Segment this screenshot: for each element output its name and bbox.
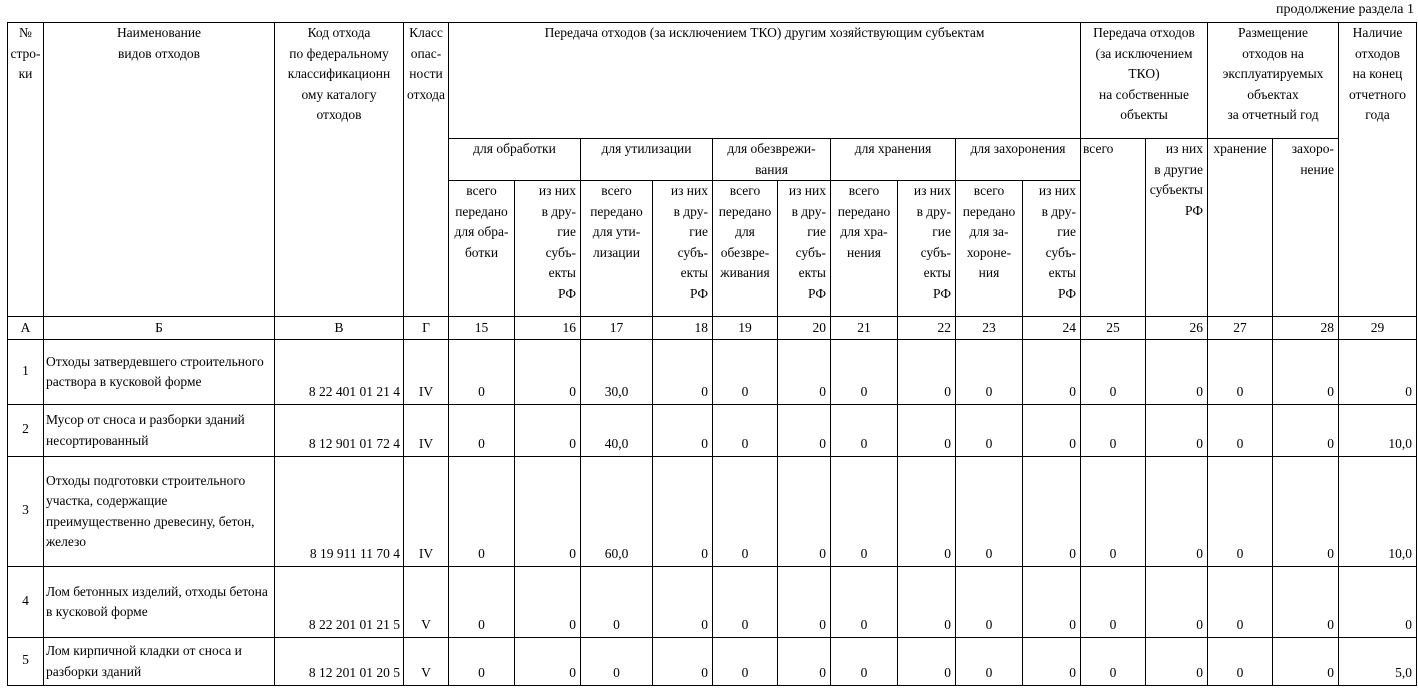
column-index: 26 (1146, 317, 1208, 340)
row-number: 1 (8, 340, 44, 405)
value-cell: 0 (956, 457, 1023, 567)
header-transfer-own: Передача отходов (за исключением ТКО) на собственные объекты (1081, 23, 1208, 139)
value-cell: 0 (1146, 405, 1208, 457)
value-cell: 0 (1081, 638, 1146, 686)
header-hazard-class: Класс опас- ности отхода (404, 23, 449, 317)
value-cell: 0 (653, 457, 713, 567)
value-cell: 0 (1208, 405, 1273, 457)
value-cell: 0 (1273, 405, 1339, 457)
value-cell: 0 (653, 638, 713, 686)
header-row-number: № стро- ки (8, 23, 44, 317)
header-placement: Размещение отходов на эксплуатируемых объектах за отчетный год (1208, 23, 1339, 139)
table-row (8, 340, 1417, 405)
header-group-burial: для захоронения (956, 139, 1081, 181)
waste-code: 8 12 901 01 72 4 (275, 405, 404, 457)
value-cell: 0 (713, 340, 778, 405)
value-cell: 0 (956, 405, 1023, 457)
value-cell: 0 (1146, 638, 1208, 686)
row-number: 5 (8, 638, 44, 686)
header-group-utilization: для утилизации (581, 139, 713, 181)
value-cell: 0 (778, 638, 831, 686)
value-cell: 0 (653, 340, 713, 405)
header-group-processing: для обработки (449, 139, 581, 181)
value-cell: 0 (778, 340, 831, 405)
waste-name: Лом бетонных изделий, отходы бетона в кусковой форме (44, 567, 275, 638)
header-own-total: всего (1081, 139, 1146, 317)
value-cell: 0 (449, 340, 515, 405)
header-sub-other-regions: из них в дру- гие субъ- екты РФ (515, 181, 581, 317)
value-cell: 0 (831, 567, 898, 638)
value-cell: 0 (831, 457, 898, 567)
value-cell: 0 (713, 405, 778, 457)
header-group-storage: для хранения (831, 139, 956, 181)
value-cell: 0 (1273, 567, 1339, 638)
row-number: 2 (8, 405, 44, 457)
value-cell: 0 (898, 567, 956, 638)
value-cell: 0 (778, 457, 831, 567)
column-index: Б (44, 317, 275, 340)
hazard-class: V (404, 638, 449, 686)
value-cell: 0 (581, 567, 653, 638)
value-cell: 0 (778, 405, 831, 457)
waste-name: Мусор от сноса и разборки зданий несортированный (44, 405, 275, 457)
table-row (8, 405, 1417, 457)
waste-name: Отходы затвердевшего строительного раствора в кусковой форме (44, 340, 275, 405)
value-cell: 0 (653, 567, 713, 638)
column-index: В (275, 317, 404, 340)
value-cell: 0 (831, 638, 898, 686)
value-cell: 0 (1339, 567, 1417, 638)
header-placement-burial: захоро- нение (1273, 139, 1339, 317)
column-index: 22 (898, 317, 956, 340)
column-index: 16 (515, 317, 581, 340)
value-cell: 10,0 (1339, 405, 1417, 457)
waste-code: 8 22 201 01 21 5 (275, 567, 404, 638)
value-cell: 0 (449, 405, 515, 457)
value-cell: 5,0 (1339, 638, 1417, 686)
header-waste-code: Код отхода по федеральному классификационн ому каталогу отходов (275, 23, 404, 317)
value-cell: 0 (1023, 457, 1081, 567)
header-transfer-others: Передача отходов (за исключением ТКО) другим хозяйствующим субъектам (449, 23, 1081, 139)
column-index: 23 (956, 317, 1023, 340)
value-cell: 0 (1273, 457, 1339, 567)
value-cell: 30,0 (581, 340, 653, 405)
waste-code: 8 22 401 01 21 4 (275, 340, 404, 405)
value-cell: 0 (515, 638, 581, 686)
continuation-label: продолжение раздела 1 (1276, 2, 1414, 17)
column-index: 28 (1273, 317, 1339, 340)
value-cell: 0 (1273, 340, 1339, 405)
waste-table (7, 22, 1417, 686)
value-cell: 0 (1023, 340, 1081, 405)
header-sub-total: всего передано для за- хороне- ния (956, 181, 1023, 317)
column-index: 24 (1023, 317, 1081, 340)
value-cell: 0 (515, 567, 581, 638)
table-row (8, 638, 1417, 686)
column-index: 21 (831, 317, 898, 340)
value-cell: 0 (713, 638, 778, 686)
column-index: 25 (1081, 317, 1146, 340)
value-cell: 10,0 (1339, 457, 1417, 567)
value-cell: 0 (1146, 567, 1208, 638)
value-cell: 0 (713, 457, 778, 567)
value-cell: 0 (831, 405, 898, 457)
waste-code: 8 19 911 11 70 4 (275, 457, 404, 567)
value-cell: 0 (1081, 457, 1146, 567)
value-cell: 40,0 (581, 405, 653, 457)
waste-name: Отходы подготовки строительного участка, содержащие преимущественно древесину, бетон, железо (44, 457, 275, 567)
value-cell: 0 (1146, 457, 1208, 567)
value-cell: 0 (831, 340, 898, 405)
value-cell: 0 (956, 340, 1023, 405)
header-sub-total: всего передано для хра- нения (831, 181, 898, 317)
column-index: 27 (1208, 317, 1273, 340)
value-cell: 0 (581, 638, 653, 686)
value-cell: 60,0 (581, 457, 653, 567)
value-cell: 0 (449, 638, 515, 686)
header-placement-storage: хранение (1208, 139, 1273, 317)
column-index: 17 (581, 317, 653, 340)
column-index: 19 (713, 317, 778, 340)
value-cell: 0 (956, 567, 1023, 638)
table-row (8, 457, 1417, 567)
value-cell: 0 (653, 405, 713, 457)
column-index: А (8, 317, 44, 340)
header-own-other: из них в другие субъекты РФ (1146, 139, 1208, 317)
value-cell: 0 (1081, 340, 1146, 405)
value-cell: 0 (1081, 405, 1146, 457)
value-cell: 0 (713, 567, 778, 638)
value-cell: 0 (1023, 638, 1081, 686)
value-cell: 0 (1023, 405, 1081, 457)
column-index: 18 (653, 317, 713, 340)
value-cell: 0 (449, 567, 515, 638)
value-cell: 0 (898, 340, 956, 405)
header-sub-total: всего передано для обра- ботки (449, 181, 515, 317)
value-cell: 0 (898, 405, 956, 457)
hazard-class: V (404, 567, 449, 638)
value-cell: 0 (1023, 567, 1081, 638)
header-sub-other-regions: из них в дру- гие субъ- екты РФ (778, 181, 831, 317)
value-cell: 0 (1208, 567, 1273, 638)
column-index: 15 (449, 317, 515, 340)
value-cell: 0 (1208, 340, 1273, 405)
value-cell: 0 (449, 457, 515, 567)
header-sub-other-regions: из них в дру- гие субъ- екты РФ (653, 181, 713, 317)
header-sub-other-regions: из них в дру- гие субъ- екты РФ (898, 181, 956, 317)
table-row (8, 567, 1417, 638)
value-cell: 0 (1081, 567, 1146, 638)
row-number: 4 (8, 567, 44, 638)
value-cell: 0 (898, 638, 956, 686)
value-cell: 0 (898, 457, 956, 567)
header-group-neutralization: для обезврежи- вания (713, 139, 831, 181)
value-cell: 0 (1273, 638, 1339, 686)
hazard-class: IV (404, 457, 449, 567)
header-remaining: Наличие отходов на конец отчетного года (1339, 23, 1417, 317)
value-cell: 0 (515, 457, 581, 567)
column-index: 29 (1339, 317, 1417, 340)
value-cell: 0 (515, 405, 581, 457)
value-cell: 0 (1208, 638, 1273, 686)
hazard-class: IV (404, 405, 449, 457)
value-cell: 0 (515, 340, 581, 405)
column-index: 20 (778, 317, 831, 340)
hazard-class: IV (404, 340, 449, 405)
value-cell: 0 (778, 567, 831, 638)
value-cell: 0 (956, 638, 1023, 686)
header-waste-name: Наименование видов отходов (44, 23, 275, 317)
header-sub-total: всего передано для ути- лизации (581, 181, 653, 317)
waste-name: Лом кирпичной кладки от сноса и разборки зданий (44, 638, 275, 686)
value-cell: 0 (1339, 340, 1417, 405)
header-sub-total: всего передано для обезвре- живания (713, 181, 778, 317)
value-cell: 0 (1208, 457, 1273, 567)
header-sub-other-regions: из них в дру- гие субъ- екты РФ (1023, 181, 1081, 317)
value-cell: 0 (1146, 340, 1208, 405)
row-number: 3 (8, 457, 44, 567)
column-index: Г (404, 317, 449, 340)
waste-code: 8 12 201 01 20 5 (275, 638, 404, 686)
